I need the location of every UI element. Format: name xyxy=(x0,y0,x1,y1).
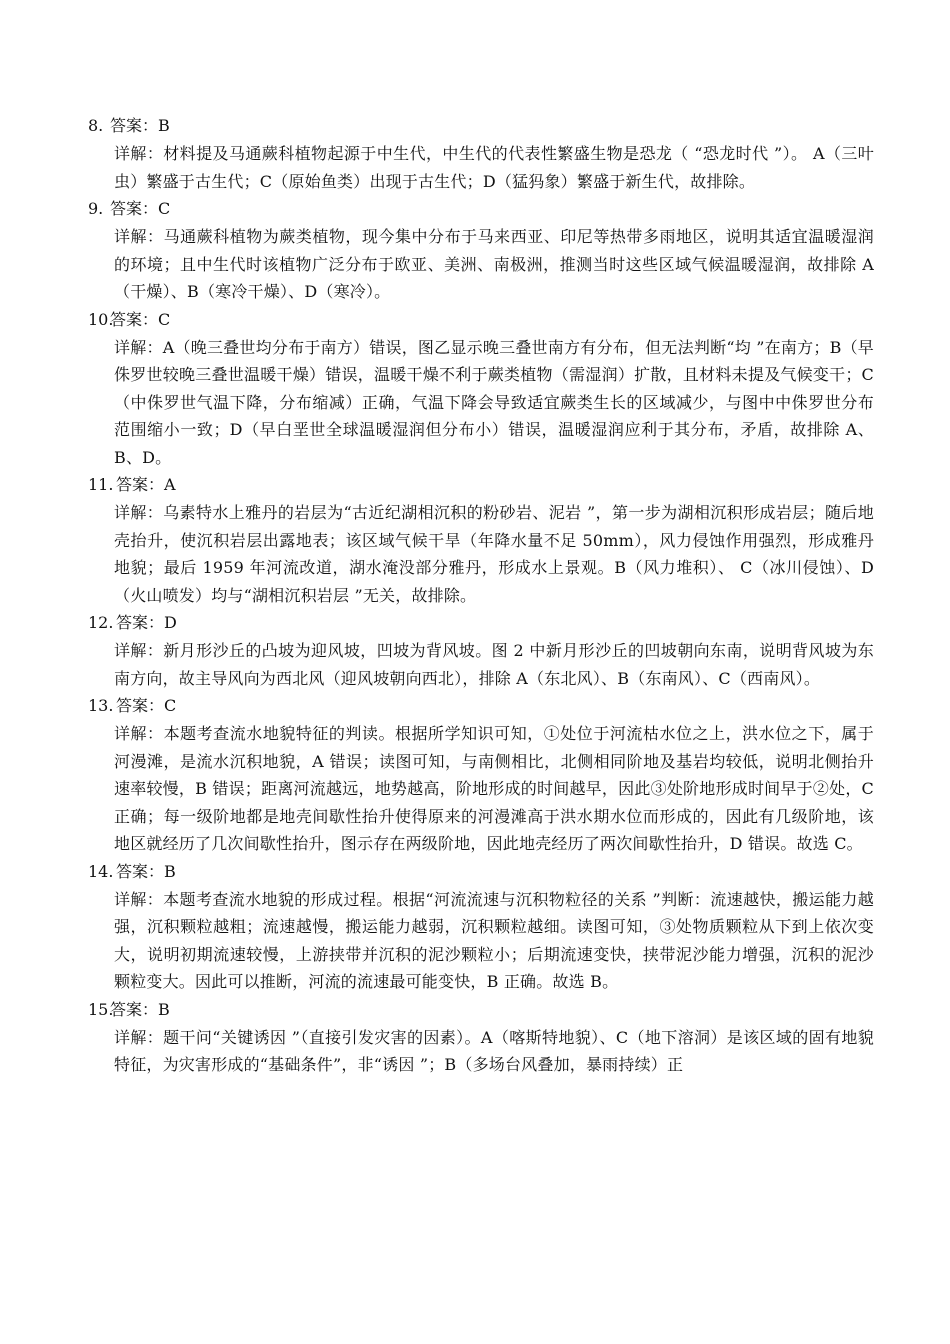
answer-item-12 xyxy=(88,609,878,692)
explanation-text: 详解：本题考查流水地貌的形成过程。根据“河流流速与沉积物粒径的关系 ”判断：流速越快，搬运能力越强，沉积颗粒越粗；流速越慢，搬运能力越弱，沉积颗粒越细。读图可知，③处物质颗粒从下到上依次变大，说明初期流速较慢，上游挟带并沉积的泥沙颗粒小；后期流速变快，挟带泥沙能力增强，沉积的泥沙颗粒变大。因此可以推断，河流的流速最可能变快，B 正确。故选 B。 xyxy=(114,889,874,991)
explanation-text: 详解：乌素特水上雅丹的岩层为“古近纪湖相沉积的粉砂岩、泥岩 ”，第一步为湖相沉积形成岩层；随后地壳抬升，使沉积岩层出露地表；该区域气候干旱（年降水量不足 50mm），风力侵蚀作用强烈，形成雅丹地貌；最后 1959 年河流改道，湖水淹没部分雅丹，形成水上景观。B（风力堆积）、 C（冰川侵蚀）、D（火山喷发）均与“湖相沉积岩层 ”无关，故排除。 xyxy=(114,503,874,605)
question-number: 14. xyxy=(88,861,114,881)
question-number: 12. xyxy=(88,613,114,632)
answer-text: 答案：B xyxy=(110,116,170,135)
answer-item-15 xyxy=(88,996,878,1079)
answer-line xyxy=(88,692,878,720)
answer-line xyxy=(88,471,878,499)
explanation-text: 详解：新月形沙丘的凸坡为迎风坡，凹坡为背风坡。图 2 中新月形沙丘的凹坡朝向东南，说明背风坡为东南方向，故主导风向为西北风（迎风坡朝向西北），排除 A（东北风）、B（东南风）、C（西南风）。 xyxy=(114,641,874,688)
question-number: 15. xyxy=(88,999,114,1019)
answer-item-10 xyxy=(88,306,878,472)
answer-text: 答案：B xyxy=(110,999,170,1019)
answer-text: 答案：B xyxy=(116,861,176,881)
explanation-text: 详解：材料提及马通蕨科植物起源于中生代，中生代的代表性繁盛生物是恐龙（ “恐龙时代 ”）。 A（三叶虫）繁盛于古生代；C（原始鱼类）出现于古生代；D（猛犸象）繁盛于新生代，故排除。 xyxy=(114,144,874,191)
explanation-text: 详解：题干问“关键诱因 ”（直接引发灾害的因素）。A（喀斯特地貌）、C（地下溶洞）是该区域的固有地貌特征，为灾害形成的“基础条件”，非“诱因 ”；B（多场台风叠加，暴雨持续）正 xyxy=(114,1027,874,1074)
answer-explanations xyxy=(88,112,878,1079)
answer-line xyxy=(88,112,878,140)
explanation-text: 详解：A（晚三叠世均分布于南方）错误，图乙显示晚三叠世南方有分布，但无法判断“均 ”在南方；B（早侏罗世较晚三叠世温暖干燥）错误，温暖干燥不利于蕨类植物（需湿润）扩散，且材料未提及气候变干；C（中侏罗世气温下降，分布缩减）正确，气温下降会导致适宜蕨类生长的区域减少，与图中中侏罗世分布范围缩小一致；D（早白垩世全球温暖湿润但分布小）错误，温暖湿润应利于其分布，矛盾，故排除 A、B、D。 xyxy=(114,337,874,467)
answer-text: 答案：D xyxy=(116,613,177,632)
question-number: 13. xyxy=(88,696,114,715)
answer-text: 答案：C xyxy=(116,696,177,715)
question-number: 10. xyxy=(88,309,114,329)
answer-item-13 xyxy=(88,692,878,858)
answer-text: 答案：C xyxy=(110,309,171,329)
answer-item-11 xyxy=(88,471,878,609)
explanation-text: 详解：马通蕨科植物为蕨类植物，现今集中分布于马来西亚、印尼等热带多雨地区，说明其适宜温暖湿润的环境；且中生代时该植物广泛分布于欧亚、美洲、南极洲，推测当时这些区域气候温暖湿润，故排除 A（干燥）、B（寒冷干燥）、D（寒冷）。 xyxy=(114,227,874,301)
answer-line xyxy=(88,609,878,637)
answer-item-9 xyxy=(88,195,878,306)
answer-text: 答案：C xyxy=(110,199,171,218)
explanation-text: 详解：本题考查流水地貌特征的判读。根据所学知识可知，①处位于河流枯水位之上，洪水位之下，属于河漫滩，是流水沉积地貌，A 错误；读图可知，与南侧相比，北侧相同阶地及基岩均较低，说明北侧抬升速率较慢，B 错误；距离河流越远，地势越高，阶地形成的时间越早，因此③处阶地形成时间早于②处，C 正确；每一级阶地都是地壳间歇性抬升使得原来的河漫滩高于洪水期水位而形成的，因此有几级阶地，该地区就经历了几次间歇性抬升，图示存在两级阶地，因此地壳经历了两次间歇性抬升，D 错误。故选 C。 xyxy=(114,724,874,853)
answer-text: 答案：A xyxy=(116,475,176,494)
answer-line xyxy=(88,858,878,886)
answer-item-8 xyxy=(88,112,878,195)
answer-line xyxy=(88,195,878,223)
question-number: 11. xyxy=(88,475,114,494)
question-number: 8. xyxy=(88,116,104,135)
question-number: 9. xyxy=(88,199,104,218)
answer-item-14 xyxy=(88,858,878,996)
answer-line xyxy=(88,306,878,334)
answer-line xyxy=(88,996,878,1024)
